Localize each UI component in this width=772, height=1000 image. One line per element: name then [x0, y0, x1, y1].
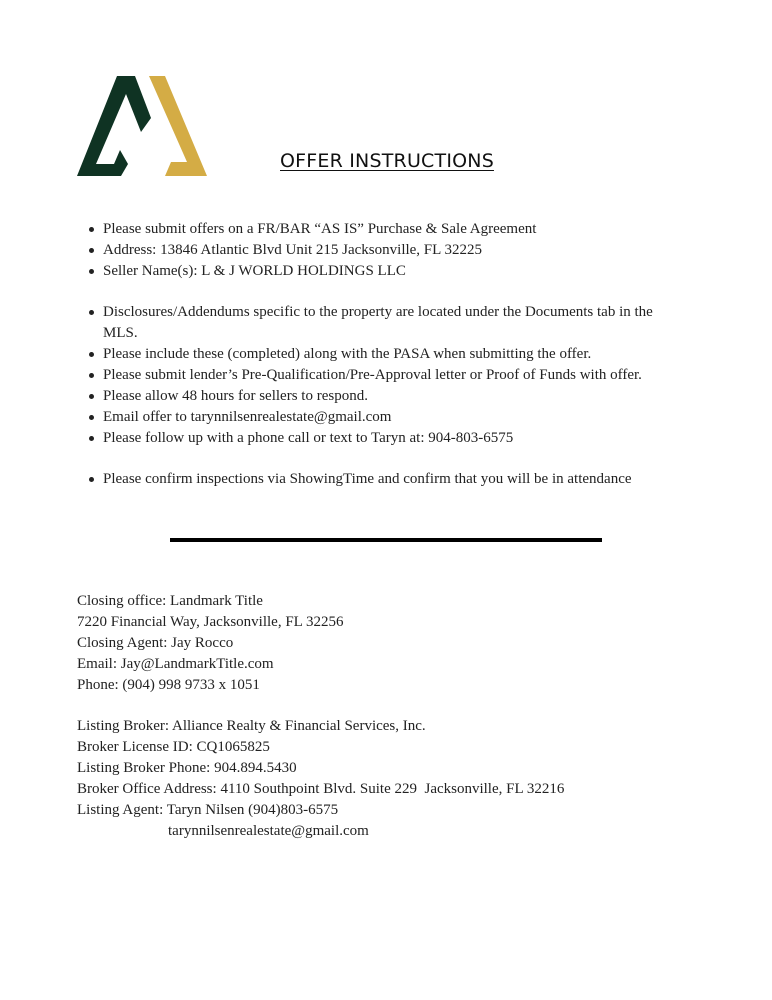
listing-agent-email: tarynnilsenrealestate@gmail.com — [168, 823, 369, 839]
closing-email: Email: Jay@LandmarkTitle.com — [77, 656, 274, 672]
closing-address: 7220 Financial Way, Jacksonville, FL 32256 — [77, 614, 344, 630]
broker-phone: Listing Broker Phone: 904.894.5430 — [77, 760, 297, 776]
page-title: OFFER INSTRUCTIONS — [280, 150, 494, 172]
list-item: Please include these (completed) along with the PASA when submitting the offer. — [103, 344, 683, 365]
list-item: Disclosures/Addendums specific to the property are located under the Documents tab in the MLS. — [103, 302, 683, 344]
list-item: Please allow 48 hours for sellers to respond. — [103, 386, 683, 407]
closing-office: Closing office: Landmark Title — [77, 593, 263, 609]
closing-agent: Closing Agent: Jay Rocco — [77, 635, 234, 651]
logo-dark-stroke — [77, 76, 151, 176]
listing-agent: Listing Agent: Taryn Nilsen (904)803-6575 — [77, 802, 339, 818]
list-item: Please follow up with a phone call or text to Taryn at: 904-803-6575 — [103, 428, 683, 449]
company-logo — [77, 76, 207, 176]
broker-office-address: Broker Office Address: 4110 Southpoint Blvd. Suite 229 Jacksonville, FL 32216 — [77, 781, 565, 797]
list-item: Please submit offers on a FR/BAR “AS IS” Purchase & Sale Agreement — [103, 219, 683, 240]
logo-gold-stroke — [149, 76, 207, 176]
closing-phone: Phone: (904) 998 9733 x 1051 — [77, 677, 260, 693]
horizontal-divider — [170, 538, 602, 542]
listing-broker: Listing Broker: Alliance Realty & Financial Services, Inc. — [77, 718, 426, 734]
list-item: Address: 13846 Atlantic Blvd Unit 215 Jacksonville, FL 32225 — [103, 240, 683, 261]
bullet-list-inspections — [103, 469, 683, 490]
list-item: Please confirm inspections via ShowingTime and confirm that you will be in attendance — [103, 469, 683, 490]
list-item: Please submit lender’s Pre-Qualification/Pre-Approval letter or Proof of Funds with offer. — [103, 365, 683, 386]
list-item: Email offer to tarynnilsenrealestate@gmail.com — [103, 407, 683, 428]
broker-info — [77, 716, 564, 842]
closing-info — [77, 591, 344, 696]
broker-license: Broker License ID: CQ1065825 — [77, 739, 270, 755]
bullet-list-instructions — [103, 302, 683, 449]
bullet-list-submission — [103, 219, 683, 282]
list-item: Seller Name(s): L & J WORLD HOLDINGS LLC — [103, 261, 683, 282]
